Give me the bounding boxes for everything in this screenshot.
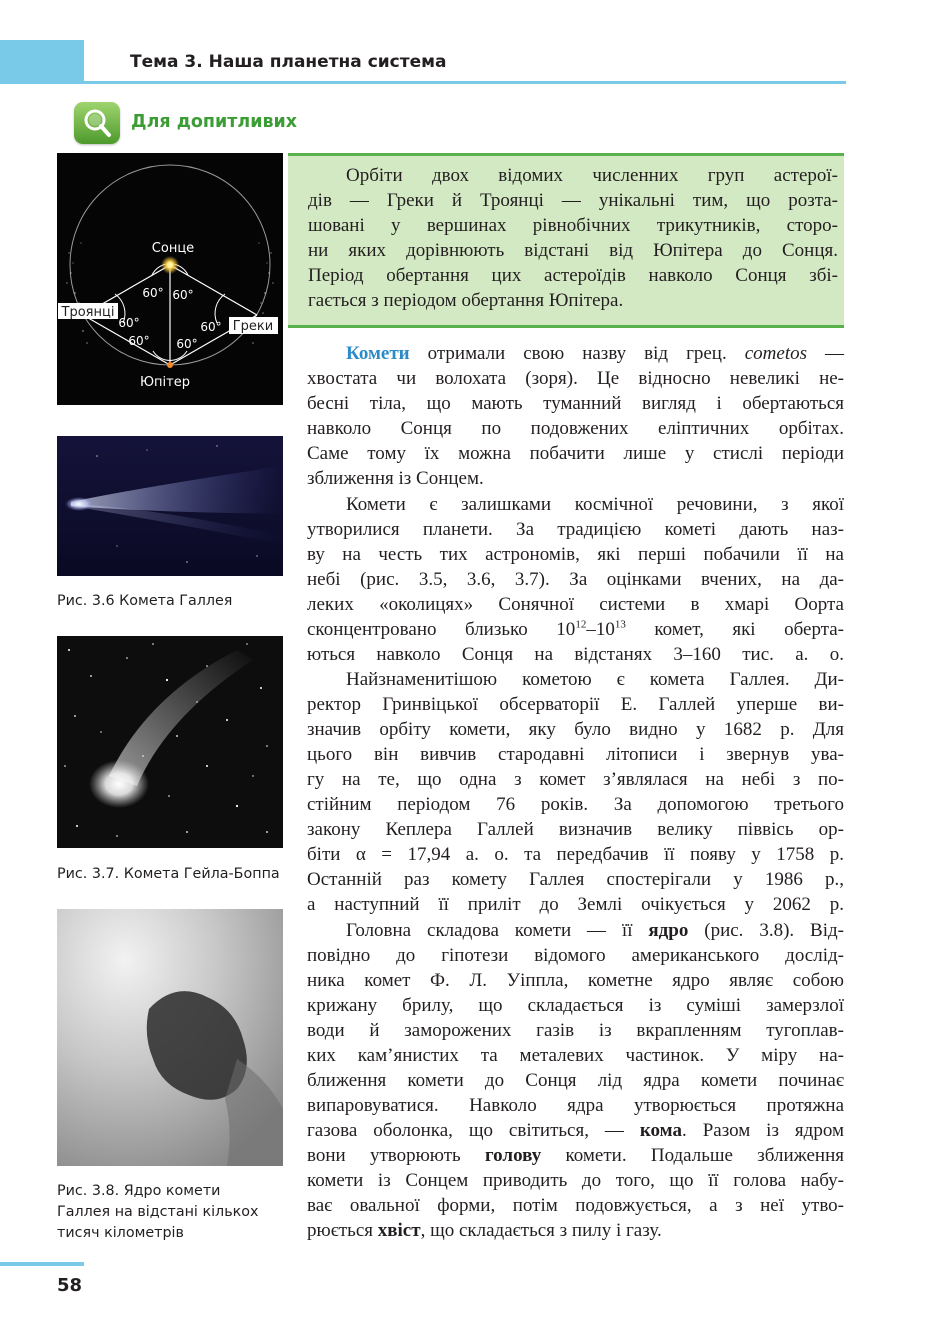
trojans-label: Троянці bbox=[61, 305, 115, 320]
paragraph-line: леких «околицях» Сонячної системи в хмарі Оорта bbox=[307, 594, 844, 615]
paragraph-line: гу на те, що одна з комет з’являлася на небі з по- bbox=[307, 769, 844, 790]
page-number: 58 bbox=[57, 1275, 83, 1296]
paragraph-line: ректор Гринвіцької обсерваторії Е. Галлей уперше ви- bbox=[307, 694, 844, 715]
section-title: Для допитливих bbox=[131, 112, 298, 132]
paragraph-line: комети із Сонцем приводить до того, що її голова набу- bbox=[307, 1170, 844, 1191]
paragraph-line: Саме тому їх можна побачити лише у стислі періоди bbox=[307, 443, 844, 464]
paragraph-line: значив орбіту комети, яку було видно у 1682 р. Для bbox=[307, 719, 844, 740]
term-comets: Комети bbox=[346, 343, 410, 364]
figure-caption-3-7: Рис. 3.7. Комета Гейла-Боппа bbox=[57, 866, 280, 882]
paragraph-line: Головна складова комети — її ядро (рис. 3.8). Від- bbox=[346, 920, 844, 941]
info-box-line: ни яких дорівнюють відстані від Юпітера до Сонця. bbox=[308, 240, 838, 261]
paragraph-line: зближення із Сонцем. bbox=[307, 468, 484, 489]
info-box-line: шовані у вершинах рівнобічних трикутників, сторо- bbox=[308, 215, 838, 236]
term-tail: хвіст bbox=[377, 1220, 421, 1241]
paragraph-line: а наступний її приліт до Землі очікується у 2062 р. bbox=[307, 894, 844, 915]
paragraph-line: навколо Сонця по подовжених еліптичних орбітах. bbox=[307, 418, 844, 439]
paragraph-line: ються навколо Сонця на відстанях 3–160 тис. а. о. bbox=[307, 644, 844, 665]
angle-label: 60° bbox=[176, 337, 198, 351]
paragraph-line: біти α = 17,94 а. о. та передбачив її появу у 1758 р. bbox=[307, 844, 844, 865]
header-tab-block bbox=[0, 40, 84, 84]
paragraph-line: Комети є залишками космічної речовини, з якої bbox=[346, 494, 844, 515]
info-box-line: гається з періодом обертання Юпітера. bbox=[308, 290, 624, 311]
comet-nucleus-photo bbox=[57, 909, 283, 1166]
paragraph-line: крижану брилу, що складається із суміші замерзлої bbox=[307, 995, 844, 1016]
paragraph-line: ких кам’янистих та металевих частинок. У міру на- bbox=[307, 1045, 844, 1066]
paragraph-line: води й заморожених газів із вкрапленням тугоплав- bbox=[307, 1020, 844, 1041]
term-nucleus: ядро bbox=[648, 920, 689, 941]
paragraph-line: газова оболонка, що світиться, — кома. Разом із ядром bbox=[307, 1120, 844, 1141]
paragraph-line: небі (рис. 3.5, 3.6, 3.7). За оцінками вчених, на да- bbox=[307, 569, 844, 590]
paragraph-line: стійним періодом 76 років. За допомогою третього bbox=[307, 794, 844, 815]
term-cometos: cometos bbox=[744, 343, 807, 364]
paragraph-line: Комети отримали свою назву від грец. cometos — bbox=[346, 343, 845, 364]
header-rule bbox=[84, 81, 846, 84]
info-box-line: дів — Греки й Троянці — унікальні тим, що розта- bbox=[308, 190, 838, 211]
greeks-label: Греки bbox=[232, 319, 274, 334]
term-coma: кома bbox=[639, 1120, 682, 1141]
angle-label: 60° bbox=[142, 286, 164, 300]
figure-caption-3-6: Рис. 3.6 Комета Галлея bbox=[57, 593, 233, 609]
hale-bopp-comet-photo bbox=[57, 636, 283, 848]
paragraph-line: утворилися планети. За традицією кометі дають наз- bbox=[307, 519, 844, 540]
paragraph-line: повідно до гіпотези відомого американського дослід- bbox=[307, 945, 844, 966]
asteroid-orbit-diagram bbox=[57, 153, 283, 405]
paragraph-line: ближення комети до Сонця лід ядра комети починає bbox=[307, 1070, 844, 1091]
topic-title: Тема 3. Наша планетна система bbox=[130, 52, 447, 72]
paragraph-line: закону Кеплера Галлей визначив велику піввісь ор- bbox=[307, 819, 844, 840]
paragraph-line: хвостата чи волохата (зоря). Це відносно невеликі не- bbox=[307, 368, 844, 389]
magnifier-icon bbox=[74, 102, 120, 144]
halley-comet-photo bbox=[57, 436, 283, 576]
figure-caption-3-8-line-3: тисяч кілометрів bbox=[57, 1225, 184, 1241]
paragraph-line: ника комет Ф. Л. Уіппла, кометне ядро являє собою bbox=[307, 970, 844, 991]
paragraph-line: сконцентровано близько $10^{12}-10^{13}$ комет, які оберта- bbox=[307, 618, 844, 640]
info-box-line: Орбіти двох відомих численних груп астерої- bbox=[346, 165, 838, 186]
paragraph-line: цього він вивчив стародавні літописи і звернув ува- bbox=[307, 744, 844, 765]
info-box-line: Період обертання цих астероїдів навколо Сонця збі- bbox=[308, 265, 838, 286]
paragraph-line: ває овальної форми, потім подовжується, а з неї утво- bbox=[307, 1195, 844, 1216]
angle-label: 60° bbox=[118, 316, 140, 330]
footer-rule bbox=[0, 1262, 84, 1266]
angle-label: 60° bbox=[128, 334, 150, 348]
angle-label: 60° bbox=[172, 288, 194, 302]
paragraph-line: ву на честь тих астрономів, які перші побачили її на bbox=[307, 544, 844, 565]
paragraph-line: випаровуватися. Навколо ядра утворюється протяжна bbox=[307, 1095, 844, 1116]
jupiter-label: Юпітер bbox=[140, 375, 190, 390]
angle-label: 60° bbox=[200, 320, 222, 334]
term-head: голову bbox=[485, 1145, 542, 1166]
figure-caption-3-8-line-2: Галлея на відстані кількох bbox=[57, 1204, 259, 1220]
paragraph-line: вони утворюють голову комети. Подальше зближення bbox=[307, 1145, 845, 1166]
sun-label: Сонце bbox=[151, 241, 195, 256]
paragraph-line: Останній раз комету Галлея спостерігали у 1986 р., bbox=[307, 869, 844, 890]
figure-caption-3-8-line-1: Рис. 3.8. Ядро комети bbox=[57, 1183, 221, 1199]
paragraph-line: рюється хвіст, що складається з пилу і газу. bbox=[307, 1220, 662, 1241]
paragraph-line: Найзнаменитішою кометою є комета Галлея. Ди- bbox=[346, 669, 844, 690]
paragraph-line: бесні тіла, що мають туманний вигляд і обертаються bbox=[307, 393, 844, 414]
